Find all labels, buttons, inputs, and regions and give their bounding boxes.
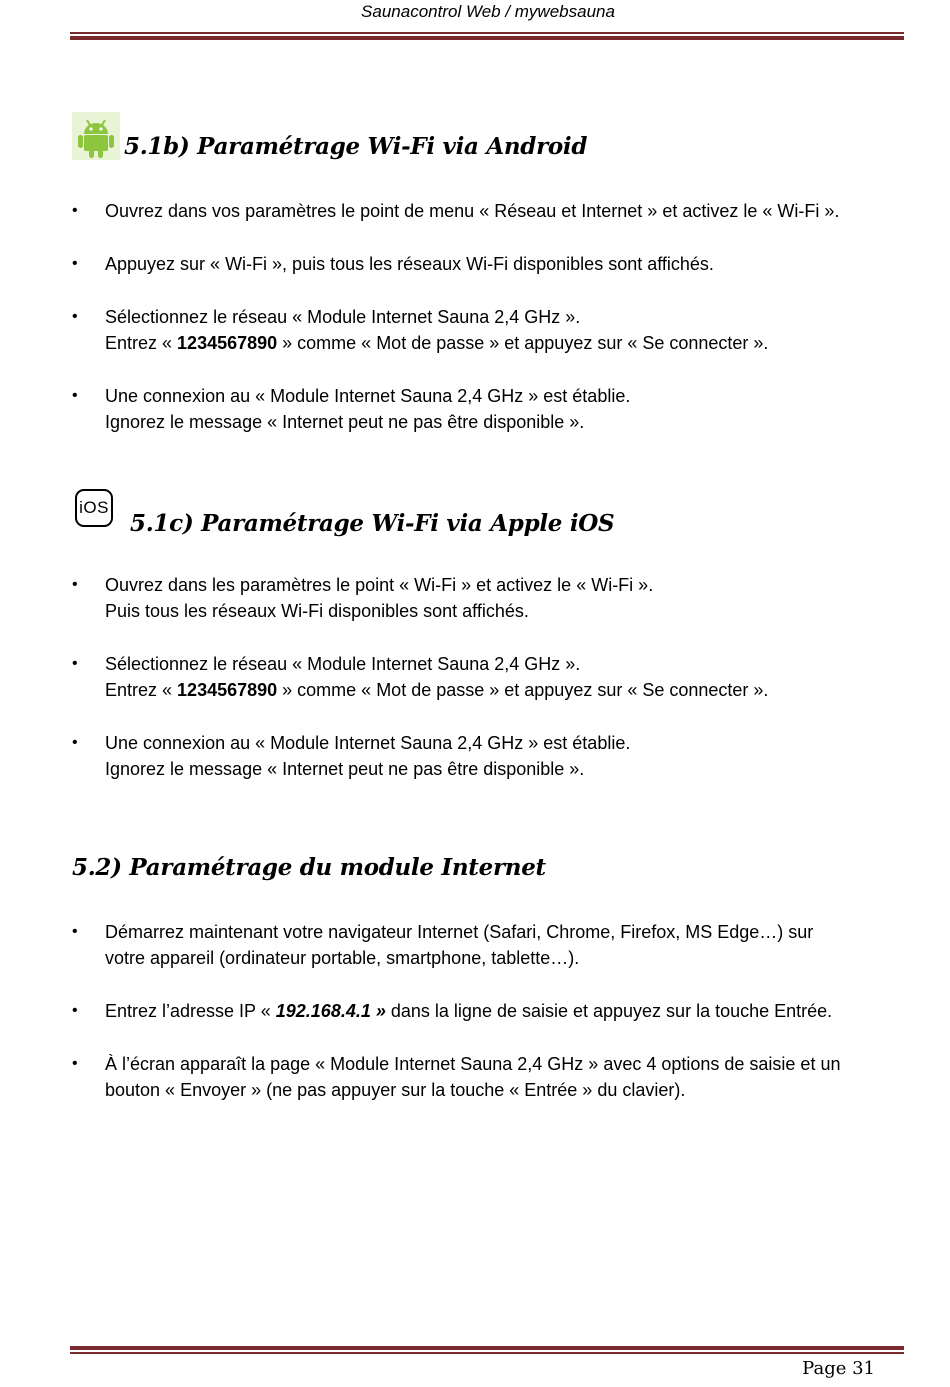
list-item: • Entrez l’adresse IP « 192.168.4.1 » dans la ligne de saisie et appuyez sur la touche Entrée. <box>72 998 922 1024</box>
section-heading-module: 5.2) Paramétrage du module Internet <box>72 854 546 881</box>
list-item: • Sélectionnez le réseau « Module Internet Sauna 2,4 GHz ». Entrez « 1234567890 » comme « Mot de passe » et appuyez sur « Se connecter ». <box>72 304 922 356</box>
list-item: • Ouvrez dans vos paramètres le point de menu « Réseau et Internet » et activez le « Wi-Fi ». <box>72 198 922 224</box>
password-value: 1234567890 <box>177 333 278 353</box>
list-item: • Démarrez maintenant votre navigateur Internet (Safari, Chrome, Firefox, MS Edge…) sur votre appareil (ordinateur portable, smartphone, tablette…). <box>72 919 922 971</box>
section-heading-android: 5.1b) Paramétrage Wi-Fi via Android <box>124 133 588 160</box>
ip-address-value: 192.168.4.1 » <box>275 1001 386 1021</box>
list-item: • Une connexion au « Module Internet Sauna 2,4 GHz » est établie. Ignorez le message « Internet peut ne pas être disponible ». <box>72 730 922 782</box>
list-item: • À l’écran apparaît la page « Module Internet Sauna 2,4 GHz » avec 4 options de saisie et un bouton « Envoyer » (ne pas appuyer sur la touche « Entrée » du clavier). <box>72 1051 922 1103</box>
header-rule <box>70 32 904 40</box>
list-item: • Appuyez sur « Wi-Fi », puis tous les réseaux Wi-Fi disponibles sont affichés. <box>72 251 922 277</box>
list-item: • Sélectionnez le réseau « Module Internet Sauna 2,4 GHz ». Entrez « 1234567890 » comme « Mot de passe » et appuyez sur « Se connecter ». <box>72 651 922 703</box>
module-steps-list <box>72 919 922 1130</box>
list-item: • Une connexion au « Module Internet Sauna 2,4 GHz » est établie. Ignorez le message « Internet peut ne pas être disponible ». <box>72 383 922 435</box>
footer-rule <box>70 1346 904 1354</box>
header-title: Saunacontrol Web / mywebsauna <box>361 2 615 21</box>
page-number: Page 31 <box>802 1358 875 1379</box>
section-heading-ios: 5.1c) Paramétrage Wi-Fi via Apple iOS <box>130 510 615 537</box>
ios-icon: iOS <box>75 489 113 527</box>
android-steps-list <box>72 198 922 462</box>
list-item: • Ouvrez dans les paramètres le point « Wi-Fi » et activez le « Wi-Fi ». Puis tous les réseaux Wi-Fi disponibles sont affichés. <box>72 572 922 624</box>
password-value: 1234567890 <box>177 680 278 700</box>
android-icon <box>72 112 120 160</box>
ios-steps-list <box>72 572 922 809</box>
